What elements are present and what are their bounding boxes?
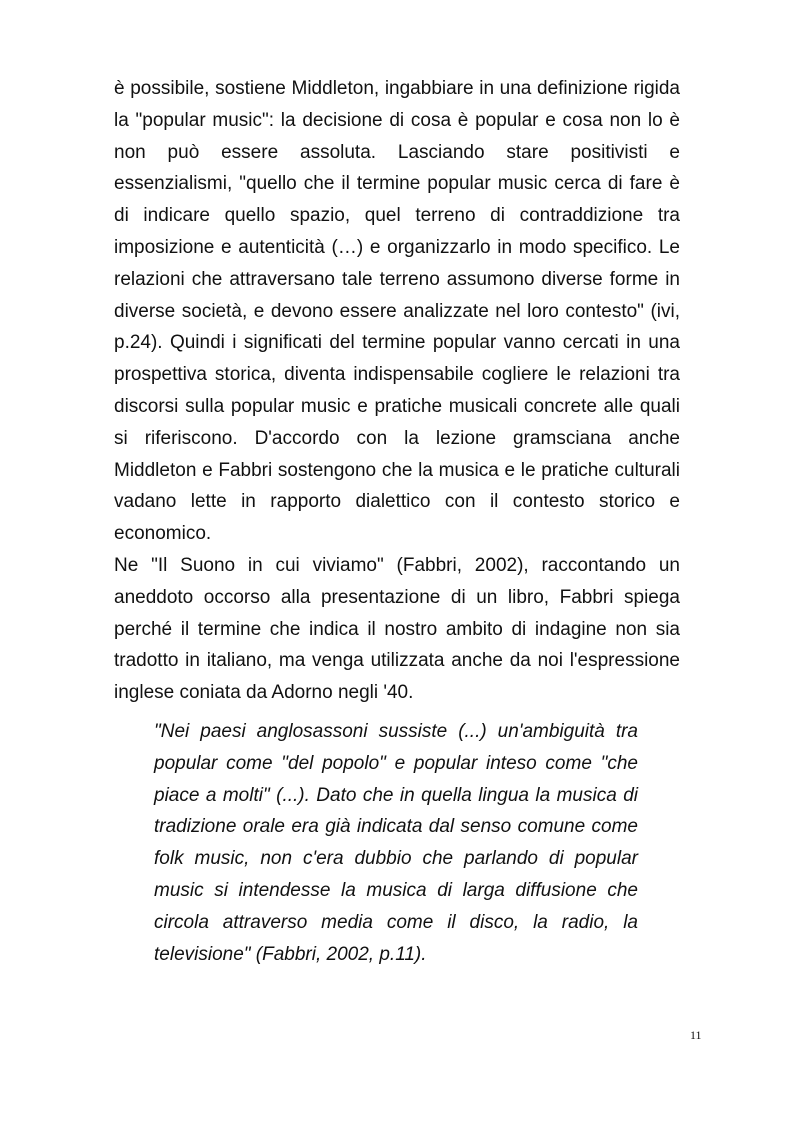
paragraph-2: Ne "Il Suono in cui viviamo" (Fabbri, 2002), raccontando un aneddoto occorso alla presentazione di un libro, Fabbri spiega perché il termine che indica il nostro ambito di indagine non sia tradotto in italiano, ma venga utilizzata anche da noi l'espressione inglese coniata da Adorno negli '40.: [114, 554, 680, 704]
quote-text: "Nei paesi anglosassoni sussiste (...) un'ambiguità tra popular come "del popolo" e popular inteso come "che piace a molti" (...). Dato che in quella lingua la musica di tradizione orale era già indicata dal senso comune come folk music, non c'era dubbio che parlando di popular music si intendesse la musica di larga diffusione che circola attraverso media come il disco, la radio, la televisione" (Fabbri, 2002, p.11).: [154, 721, 638, 965]
page-number: 11: [690, 1028, 702, 1042]
block-quote: [154, 716, 638, 970]
body-text: [114, 73, 680, 709]
paragraph-1: è possibile, sostiene Middleton, ingabbiare in una definizione rigida la "popular music": la decisione di cosa è popular e cosa non lo è non può essere assoluta. Lasciando stare positivisti e essenzialismi, "quello che il termine popular music cerca di fare è di indicare quello spazio, quel terreno di contraddizione tra imposizione e autenticità (…) e organizzarlo in modo specifico. Le relazioni che attraversano tale terreno assumono diverse forme in diverse società, e devono essere analizzate nel loro contesto" (ivi, p.24). Quindi i significati del termine popular vanno cercati in una prospettiva storica, diventa indispensabile cogliere le relazioni tra discorsi sulla popular music e pratiche musicali concrete alle quali si riferiscono. D'accordo con la lezione gramsciana anche Middleton e Fabbri sostengono che la musica e le pratiche culturali vadano lette in rapporto dialettico con il contesto storico e economico.: [114, 78, 680, 545]
